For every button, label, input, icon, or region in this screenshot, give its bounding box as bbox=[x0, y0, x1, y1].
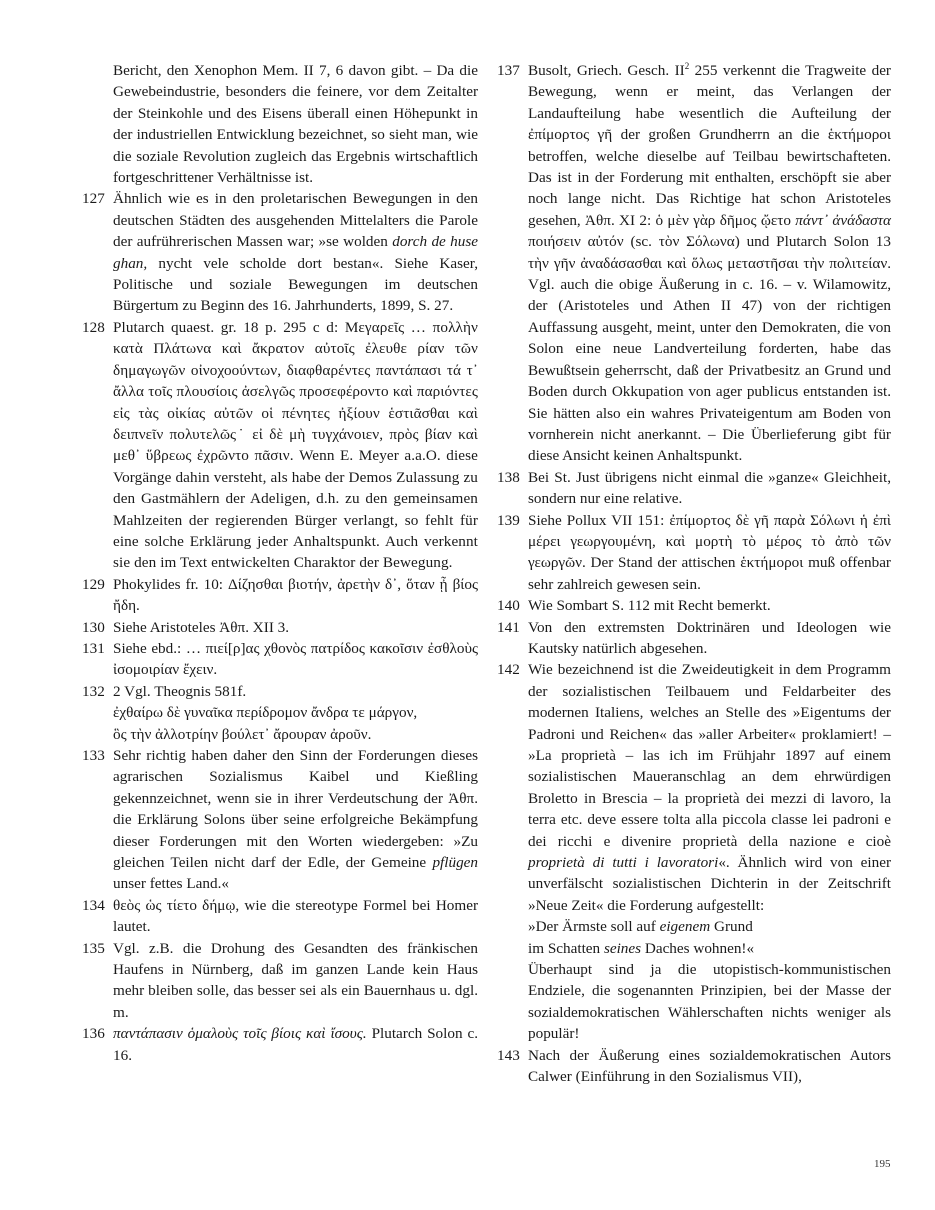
footnote-136: 136 παντάπασιν ὁμαλοὺς τοῖς βίοις καὶ ἴσους. Plutarch Solon c. 16. bbox=[82, 1025, 478, 1064]
footnote-140: 140 Wie Sombart S. 112 mit Recht bemerkt. bbox=[511, 595, 891, 616]
superscript: 2 bbox=[684, 60, 690, 71]
footnote-142: 142 Wie bezeichnend ist die Zweideutigkeit in dem Programm der sozialistischen Teilbauem und Feldarbeiter des modernen Italiens, welches an Stelle des »Eigentums der Padroni und Reichen« das »aller Arbeiter« proklamiert! – »La proprietà – las ich im Frühjahr 1897 auf einem sozialistischen Maueranschlag an dem ehrwürdigen Broletto in Brescia – la proprietà dei mezzi di lavoro, la terra etc. deve essere tolta alla piccola classe lei padroni e dei ricchi e divenire proprietà della nazione e cioè proprietà di tutti i lavoratori«. Ähnlich wird von einer unverfälscht sozialistischen Dichterin in der Zeitschrift »Neue Zeit« die Forderung aufgestellt: »Der Ärmste soll auf eigenem Grund im Schatten seines Daches wohnen!« Überhaupt sind ja die utopistisch-kommunistischen Endziele, die sogenannten Prinzipien, bei der Masse der sozialdemokratischen Wählerschaften nichts weniger als populär! bbox=[497, 661, 891, 1043]
footnote-135: 135 Vgl. z.B. die Drohung des Gesandten des fränkischen Haufens in Nürnberg, daß im ganzen Lande kein Haus mehr bleiben solle, das besser sei als ein Bauernhaus u. dgl. m. bbox=[82, 939, 478, 1021]
verse-line: im Schatten seines Daches wohnen!« bbox=[528, 939, 755, 957]
verse-line: ἐχθαίρω δὲ γυναῖκα περίδρομον ἄνδρα τε μάργον, bbox=[113, 704, 418, 722]
footnote-number: 129 bbox=[82, 575, 105, 593]
footnote-number: 128 bbox=[82, 318, 105, 336]
footnote-number: 133 bbox=[82, 747, 105, 764]
footnote-number: 131 bbox=[82, 639, 105, 657]
footnote-number: 143 bbox=[497, 1046, 520, 1064]
footnote-141: 141 Von den extremsten Doktrinären und Ideologen wie Kautsky natürlich abgesehen. bbox=[497, 618, 891, 657]
left-column bbox=[82, 60, 479, 1066]
footnote-128: 128 Plutarch quaest. gr. 18 p. 295 c d: Μεγαρεῖς … πολλὴν κατὰ Πλάτωνα καὶ ἄκρατον αὐτοῖς ἐλευθε ρίαν τῶν δημαγωγῶν οἰνοχοούντων, διαφθαρέντες παντάπασι τά τ᾽ ἄλλα τοῖς πλουσίοις ἀσελγῶς προσεφέροντο καὶ παριόντες εἰς τὰς οἰκίας αὐτῶν οἱ πένητες ἠξίουν ἑστιᾶσθαι καὶ δειπνεῖν πολυτελῶς˙ εἰ δὲ μὴ τυγχάνοιεν, πρὸς βίαν καὶ μεθ᾽ ὕβρεως ἐχρῶντο πᾶσιν. Wenn E. Meyer a.a.O. diese Vorgänge dahin versteht, als habe der Demos Zulassung zu den Gastmählern der Adeligen, d.h. zu den gemeinsamen Mahlzeiten der regierenden Bürger verlangt, so fehlt für eine solche Erklärung jeder Anhaltspunkt. Auch verkennt sie den im Text entwickelten Charaktor der Bewegung. bbox=[82, 318, 478, 572]
footnote-number: 130 bbox=[82, 618, 105, 636]
footnote-number: 127 bbox=[82, 190, 105, 208]
footnote-number: 142 bbox=[497, 661, 520, 679]
footnote-132: 132 2 Vgl. Theognis 581f. ἐχθαίρω δὲ γυναῖκα περίδρομον ἄνδρα τε μάργον, ὃς τὴν ἀλλοτρίην βούλετ᾽ ἄρουραν ἀροῦν. bbox=[96, 681, 478, 745]
footnote-number: 134 bbox=[82, 896, 105, 914]
footnote-number: 140 bbox=[497, 597, 520, 615]
footnote-number: 141 bbox=[497, 618, 520, 636]
footnote-143: 143 Nach der Äußerung eines sozialdemokratischen Autors Calwer (Einführung in den Sozialismus VII), bbox=[497, 1046, 891, 1086]
footnote-number: 138 bbox=[497, 468, 520, 486]
footnote-139: 139 Siehe Pollux VII 151: ἐπίμορτος δὲ γῆ παρὰ Σόλωνι ἡ ἐπὶ μέρει γεωργουμένη, καὶ μορτὴ τὸ μέρος τὸ ἀπὸ τῶν γεωργῶν. Der Stand der attischen ἑκτήμοροι muß offenbar sehr zahlreich gewesen sein. bbox=[497, 511, 891, 593]
footnote-number: 136 bbox=[82, 1025, 105, 1043]
footnote-number: 135 bbox=[82, 939, 105, 957]
footnote-137: 137 Busolt, Griech. Gesch. $II^2$ 255 verkennt die Tragweite der Bewegung, wenn er meint, das Verlangen der Landaufteilung habe wesentlich die Aufteilung der ἐπίμορτος γῆ der großen Grundherrn an die ἑκτήμοροι betroffen, welche dieselbe auf Teilbau bewirtschafteten. Das ist in der Forderung mit enthalten, erschöpft sie aber noch lange nicht. Das Richtige hat schon Aristoteles gesehen, Ἀθπ. XI 2: ὁ μὲν γὰρ δῆμος ᾤετο πάντ᾽ ἀνάδαστα ποιήσειν αὐτόν (sc. τὸν Σόλωνα) und Plutarch Solon 13 τὴν γῆν ἀναδάσασθαι καὶ ὅλως μεταστῆσαι τὴν πολιτείαν. Vgl. auch die obige Äußerung in c. 16. – v. Wilamowitz, der (Aristoteles und Athen II 47) von der richtigen Auffassung ausgeht, meint, unter den Demokraten, die von Solon eine neue Landverteilung forderten, habe das Bewußtsein geherrscht, daß der Privatbesitz an Grund und Boden durch Okkupation von ager publicus entstanden ist. Sie hätten also ein wahres Privateigentum am Boden von vornherein nicht anerkannt. – Die Überlieferung gibt für diese Ansicht keinen Anhaltspunkt. bbox=[497, 60, 892, 465]
footnote-134: 134 θεὸς ὡς τίετο δήμῳ, wie die stereotype Formel bei Homer lautet. bbox=[82, 896, 478, 936]
footnote-127: 127 Ähnlich wie es in den proletarischen Bewegungen in den deutschen Städten des ausgehenden Mittelalters die Parole der aufrührerischen Massen war; »se wolden dorch de huse ghan, nycht vele scholde dort bestan«. Siehe Kaser, Politische und soziale Bewegungen im deutschen Bürgertum zu Beginn des 16. Jahrhunderts, 1899, S. 27. bbox=[82, 190, 479, 315]
verse-line: ὃς τὴν ἀλλοτρίην βούλετ᾽ ἄρουραν ἀροῦν. bbox=[113, 725, 372, 743]
footnote-131: 131 Siehe ebd.: … πιεί[ρ]ας χθονὸς πατρίδος κακοῖσιν ἐσθλοὺς ἰσομοιρίαν ἔχειν. bbox=[82, 639, 478, 679]
footnote-number: 137 bbox=[497, 62, 520, 79]
footnote-133: 133 Sehr richtig haben daher den Sinn der Forderungen dieses agrarischen Sozialismus Kaibel und Kießling gekennzeichnet, wenn sie in ihrer Verdeutschung der Ἀθπ. die Erklärung Solons über seine erfolgreiche Bekämpfung dieser Forderungen mit den Worten wiedergeben: »Zu gleichen Teilen nicht darf der Edle, der Gemeine pflügen unser fettes Land.« bbox=[82, 747, 478, 893]
note-continuation: Bericht, den Xenophon Mem. II 7, 6 davon gibt. – Da die Gewebeindustrie, besonders die feinere, vor dem Zeitalter der Steinkohle und des Eisens überall einen Höhepunkt in der industriellen Entwicklung bezeichnet, so sieht man, wie die soziale Revolution zugleich das Ergebnis wirtschaftlich fortgeschrittener Verhältnisse ist. bbox=[113, 62, 478, 187]
verse-line: »Der Ärmste soll auf eigenem Grund bbox=[528, 918, 753, 936]
footnote-number: 132 bbox=[82, 682, 105, 700]
footnote-138: 138 Bei St. Just übrigens nicht einmal die »ganze« Gleichheit, sondern nur eine relative. bbox=[497, 468, 891, 508]
footnote-129: 129 Phokylides fr. 10: Δίζησθαι βιοτήν, ἀρετὴν δ᾽, ὅταν ᾖ βίος ἤδη. bbox=[82, 575, 478, 615]
right-column bbox=[497, 60, 892, 1088]
footnote-130: 130 Siehe Aristoteles Ἀθπ. XII 3. bbox=[96, 617, 478, 638]
page-number: 195 bbox=[874, 1158, 891, 1170]
footnote-number: 139 bbox=[497, 511, 520, 529]
